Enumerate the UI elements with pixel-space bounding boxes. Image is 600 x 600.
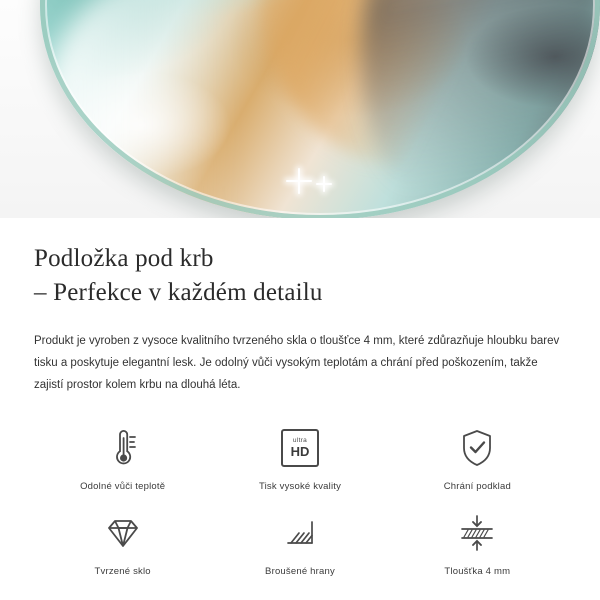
diamond-icon (101, 508, 145, 558)
feature-item-tempered-glass (34, 508, 211, 577)
feature-label: Broušené hrany (265, 565, 335, 577)
product-description: Produkt je vyroben z vysoce kvalitního tvrzeného skla o tloušťce 4 mm, které zdůrazňuje hloubku barev tisku a poskytuje elegantní lesk. Je odolný vůči vysokým teplotám a chrání před poškozením, takže zajistí prostor kolem krbu na dlouhá léta. (34, 334, 560, 392)
thermometer-icon (103, 423, 143, 473)
feature-label: Tisk vysoké kvality (258, 480, 342, 492)
feature-item-protection (389, 423, 566, 492)
feature-label: Tvrzené sklo (94, 565, 151, 577)
feature-item-temperature (34, 423, 211, 492)
feature-label: Tloušťka 4 mm (444, 565, 511, 577)
content-section (0, 218, 600, 577)
feature-item-thickness (389, 508, 566, 577)
feature-label: Odolné vůči teplotě (80, 480, 166, 492)
page-title (34, 242, 566, 310)
page-title-line-2: – Perfekce v každém detailu (34, 278, 323, 306)
page-title-line-1: Podložka pod krb (34, 245, 214, 272)
ultra-hd-icon (281, 423, 319, 473)
thickness-arrows-icon (453, 508, 501, 558)
glass-pad-disc (40, 0, 600, 218)
ultra-hd-badge-bottom: HD (290, 444, 310, 460)
feature-item-polished-edges (211, 508, 388, 577)
polished-edges-icon (278, 508, 322, 558)
feature-label: Chrání podklad (443, 480, 511, 492)
feature-item-print-quality (211, 423, 388, 492)
shield-check-icon (457, 423, 497, 473)
ultra-hd-badge-top: ultra (292, 436, 308, 444)
hero-image (0, 0, 600, 218)
feature-grid (34, 423, 566, 577)
